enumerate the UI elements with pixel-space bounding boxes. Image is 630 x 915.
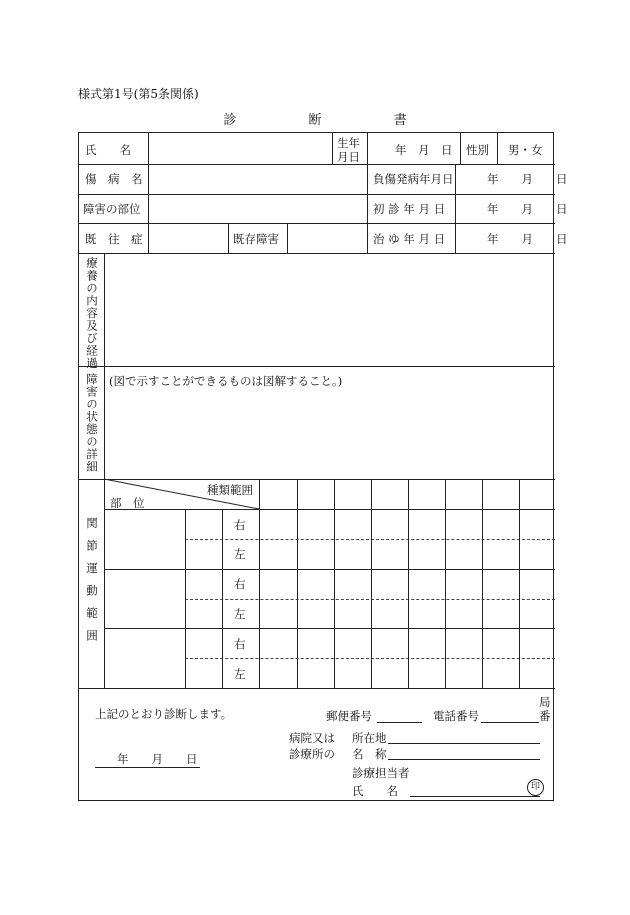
joint-dashed-divider: [185, 599, 555, 600]
joint-col-divider: [222, 509, 223, 688]
certificate-form: [78, 132, 568, 801]
sex-value: 男・女: [508, 143, 543, 157]
address-input[interactable]: [388, 730, 540, 744]
joint-col-divider: [297, 479, 298, 688]
address-label: 所在地: [352, 731, 387, 745]
joint-divider: [104, 569, 555, 570]
doctor-label: 診療担当者: [352, 766, 410, 780]
onset-label: 負傷発病年月日: [373, 172, 454, 186]
joint-col-divider: [519, 479, 520, 688]
issue-date: [95, 751, 200, 768]
right-side-label: 右: [234, 577, 246, 591]
kyoku-label: 局: [539, 695, 551, 709]
existing-disability-label: 既存障害: [233, 232, 279, 246]
joint-col-divider: [259, 479, 260, 688]
right-side-label: 右: [234, 518, 246, 532]
col-divider: [228, 223, 229, 253]
left-side-label: 左: [234, 667, 246, 681]
birth-label-bottom: 月日: [337, 150, 360, 164]
postal-label: 郵便番号: [326, 709, 372, 723]
joint-col-divider: [482, 479, 483, 688]
birth-date-value: 年 月 日: [395, 143, 453, 157]
col-divider: [455, 164, 456, 253]
title-char: 書: [393, 113, 407, 128]
issue-date-field[interactable]: 年 月 日: [95, 751, 200, 768]
row-divider: [79, 223, 555, 224]
phone-input[interactable]: [481, 708, 539, 723]
first-visit-label: 初 診 年 月 日: [373, 202, 446, 216]
postal-input[interactable]: [377, 708, 422, 723]
right-side-label: 右: [234, 637, 246, 651]
seal-mark: 印: [527, 779, 544, 796]
onset-value: 年 月 日: [487, 172, 568, 186]
joint-dashed-divider: [185, 658, 555, 659]
name-label: 氏 名: [85, 143, 131, 157]
doctor-name-label: 氏 名: [352, 784, 398, 798]
col-divider: [497, 133, 498, 164]
col-divider: [104, 253, 105, 688]
diagnosis-statement: 上記のとおり診断します。: [95, 707, 233, 721]
col-divider: [332, 133, 333, 164]
cure-date-value: 年 月 日: [487, 232, 568, 246]
col-divider: [367, 133, 368, 253]
row-divider: [79, 688, 555, 689]
joint-header-part: 部 位: [110, 496, 145, 510]
row-divider: [79, 366, 555, 367]
first-visit-value: 年 月 日: [487, 202, 568, 216]
sex-label: 性別: [466, 143, 489, 157]
ban-label: 番: [539, 709, 551, 723]
phone-label: 電話番号: [433, 709, 479, 723]
doctor-name-input[interactable]: [410, 783, 540, 797]
left-side-label: 左: [234, 547, 246, 561]
joint-dashed-divider: [185, 539, 555, 540]
hospital-line1: 病院又は: [289, 731, 335, 745]
cure-date-label: 治 ゆ 年 月 日: [373, 232, 446, 246]
row-divider: [79, 164, 555, 165]
joint-col-divider: [408, 479, 409, 688]
left-side-label: 左: [234, 607, 246, 621]
form-number: 様式第1号(第5条関係): [78, 87, 199, 101]
joint-col-divider: [371, 479, 372, 688]
treatment-label: 療養の内容及び経過: [85, 257, 99, 370]
title-char: 断: [308, 113, 322, 128]
injury-part-label: 障害の部位: [83, 202, 141, 216]
row-divider: [79, 194, 555, 195]
condition-note: (図で示すことができるものは図解すること。): [109, 374, 343, 388]
history-label: 既 往 症: [85, 232, 143, 246]
col-divider: [460, 133, 461, 164]
joint-divider: [104, 628, 555, 629]
title-char: 診: [223, 113, 237, 128]
col-divider: [148, 133, 149, 253]
joint-col-divider: [445, 479, 446, 688]
hospital-line2: 診療所の: [289, 747, 335, 761]
joint-col-divider: [334, 479, 335, 688]
disease-label: 傷 病 名: [85, 172, 143, 186]
condition-label: 障害の状態の詳細: [85, 373, 99, 473]
joint-header-type: 種類範囲: [207, 483, 253, 497]
joint-col-divider: [185, 509, 186, 688]
row-divider: [79, 253, 555, 254]
facility-name-input[interactable]: [388, 746, 540, 760]
document-title: [0, 109, 630, 128]
col-divider: [287, 223, 288, 253]
birth-label-top: 生年: [337, 136, 360, 150]
joint-range-label: 関節運動範囲: [85, 517, 99, 652]
facility-name-label: 名 称: [352, 747, 387, 761]
